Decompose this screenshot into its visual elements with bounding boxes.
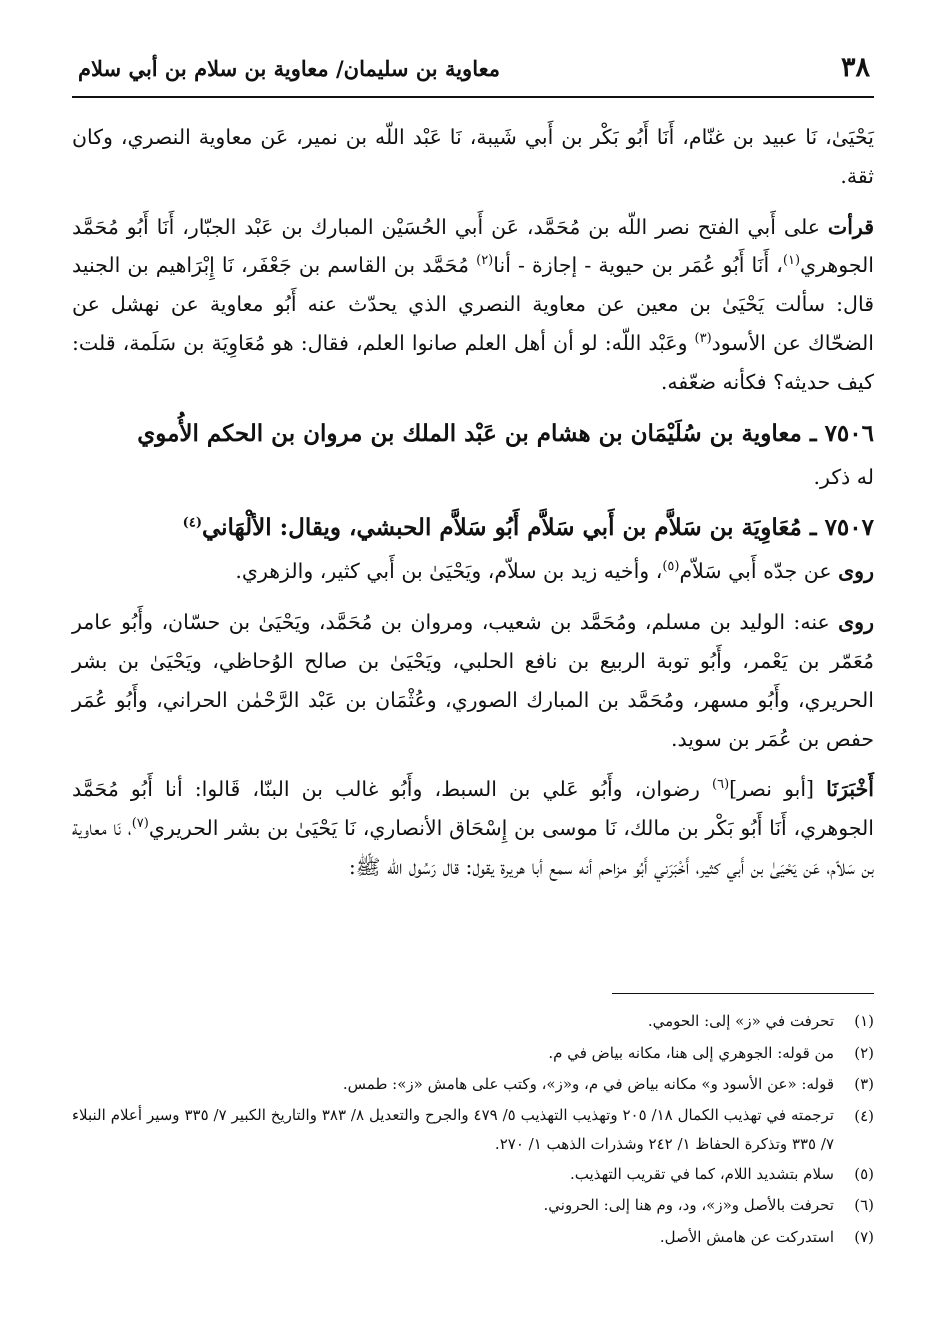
- footnote: [72, 1190, 874, 1222]
- footnote-number: (٦): [854, 1196, 874, 1214]
- footnote: [72, 1101, 874, 1159]
- footnote-number: (٥): [854, 1164, 874, 1183]
- footnote: [72, 1222, 874, 1254]
- lead-word: روى: [838, 610, 874, 635]
- running-title: معاوية بن سليمان/ معاوية بن سلام بن أبي سلام: [78, 56, 500, 81]
- footnote-ref: (٢): [476, 253, 494, 269]
- footnote-text: تحرفت في «ز» إلى: الحومي.: [647, 1012, 834, 1030]
- lead-word: روى: [838, 559, 874, 584]
- footnote-text: سلام بتشديد اللام، كما في تقريب التهذيب.: [570, 1164, 834, 1183]
- footnote-number: (٢): [854, 1043, 874, 1062]
- page-header: [72, 52, 872, 94]
- paragraph: قرأت على أَبي الفتح نصر اللّه بن مُحَمَّد، عَن أَبي الحُسَيْن المبارك بن عَبْد الجبّار، أَنَا أَبُو مُحَمَّد الجوهري$^{(١)}$، أَنَا أَبُو عُمَر بن حيوية - إجازة - أنا$^{(٢)}$ مُحَمَّد بن القاسم بن جَعْفَر، نَا إِبْرَاهيم بن الجنيد قال: سألت يَحْيَىٰ بن معين عن معاوية النصري الذي يحدّث عنه أَبُو معاوية عن نهشل عن الضحّاك عن الأسود$^{(٣)}$ وعَبْد اللّه: لو أن أهل العلم صانوا العلم، فقال: هو مُعَاوِيَة بن سَلَمة، قلت: كيف حديثه؟ فكأنه ضعّفه.: [72, 214, 874, 394]
- lead-word: أَخْبَرَنَا: [826, 777, 874, 802]
- paragraph: روى عنه: الوليد بن مسلم، ومُحَمَّد بن شعيب، ومروان بن مُحَمَّد، ويَحْيَىٰ بن حسّان، وأَبُو عامر مُعَمّر بن يَعْمر، وأَبُو توبة الربيع بن نافع الحلبي، ويَحْيَىٰ بن صالح الوُحاظي، ويَحْيَىٰ بن بشر الحريري، وأَبُو مسهر، ومُحَمَّد بن المبارك الصوري، وعُثْمَان بن عَبْد الرَّحْمٰن الحراني، وأَبُو عُمَر حفص بن عُمَر بن سويد.: [72, 610, 874, 751]
- footnote-text: استدركت عن هامش الأصل.: [659, 1227, 834, 1246]
- footnote-text: قوله: «عن الأسود و» مكانه بياض في م، و«ز»، وكتب على هامش «ز»: طمس.: [342, 1075, 834, 1093]
- footnote-text: تحرفت بالأصل و«ز»، ود، وم هنا إلى: الحروني.: [543, 1196, 834, 1214]
- paragraph: له ذكر.: [813, 464, 874, 489]
- footnotes: [72, 1006, 874, 1253]
- footnote-separator: [612, 993, 874, 994]
- paragraph: روى عن جدّه أَبي سَلاّم$^{(٥)}$، وأخيه زيد بن سلاّم، ويَحْيَىٰ بن أَبي كثير، والزهري.: [235, 559, 874, 584]
- lead-word: قرأت: [827, 214, 874, 239]
- footnote-ref: (١): [782, 253, 801, 269]
- footnote: [72, 1006, 874, 1038]
- footnote: [72, 1038, 874, 1070]
- footnote-number: (٧): [854, 1227, 874, 1246]
- footnote-ref: (٣): [694, 331, 712, 347]
- footnote-text: من قوله: الجوهري إلى هنا، مكانه بياض في م.: [548, 1043, 834, 1062]
- footnote-ref: (٦): [712, 777, 730, 793]
- footnote-ref: (٧): [131, 816, 149, 832]
- entry-title: ٧٥٠٦ ـ معاوية بن سُلَيْمَان بن هشام بن عَبْد الملك بن مروان بن الحكم الأُموي: [137, 419, 874, 447]
- footnote: [72, 1069, 874, 1101]
- header-rule: [72, 96, 874, 98]
- footnote-ref: (٥): [662, 559, 680, 575]
- paragraph: يَحْيَىٰ، نَا عبيد بن غنّام، أَنَا أَبُو بَكْر بن أَبي شَيبة، نَا عَبْد اللّه بن نمير، عَن معاوية النصري، وكان ثقة.: [72, 125, 874, 188]
- footnote-number: (١): [854, 1012, 874, 1030]
- footnote-number: (٣): [854, 1075, 874, 1093]
- main-text: [72, 118, 874, 899]
- footnote-text: ترجمته في تهذيب الكمال ١٨/ ٢٠٥ وتهذيب التهذيب ٥/ ٤٧٩ والجرح والتعديل ٨/ ٣٨٣ والتاريخ الكبير ٧/ ٣٣٥ وسير أعلام النبلاء ٧/ ٣٣٥ وتذكرة الحفاظ ١/ ٢٤٢ وشذرات الذهب ١/ ٢٧٠.: [72, 1105, 834, 1153]
- page-number: ٣٨: [840, 52, 870, 83]
- footnote-number: (٤): [854, 1106, 874, 1125]
- paragraph: أَخْبَرَنَا [أبو نصر]$^{(٦)}$ رضوان، وأَبُو عَلي بن السبط، وأَبُو غالب بن البنّا، قَالوا: أنا أَبُو مُحَمَّد الجوهري، أَنَا أَبُو بَكْر بن مالك، نَا موسى بن إِسْحَاق الأنصاري، نَا يَحْيَىٰ بن بشر الحريري$^{(٧)}$، نَا معاوية بن سَلاّم، عَن يَحْيَىٰ بن أَبي كثير، أَخْبَرَني أَبُو مزاحم أنه سمع أبا هريرة يقول: قال رَسُول اللّه ﷺ:: [72, 777, 875, 879]
- footnote: [72, 1159, 874, 1191]
- entry-title: ٧٥٠٧ ـ مُعَاوِيَة بن سَلاَّم بن أَبي سَلاَّم أَبُو سَلاَّم الحبشي، ويقال: الألْهَاني$^{(٤)}$: [182, 514, 874, 542]
- footnote-ref: (٤): [182, 515, 202, 531]
